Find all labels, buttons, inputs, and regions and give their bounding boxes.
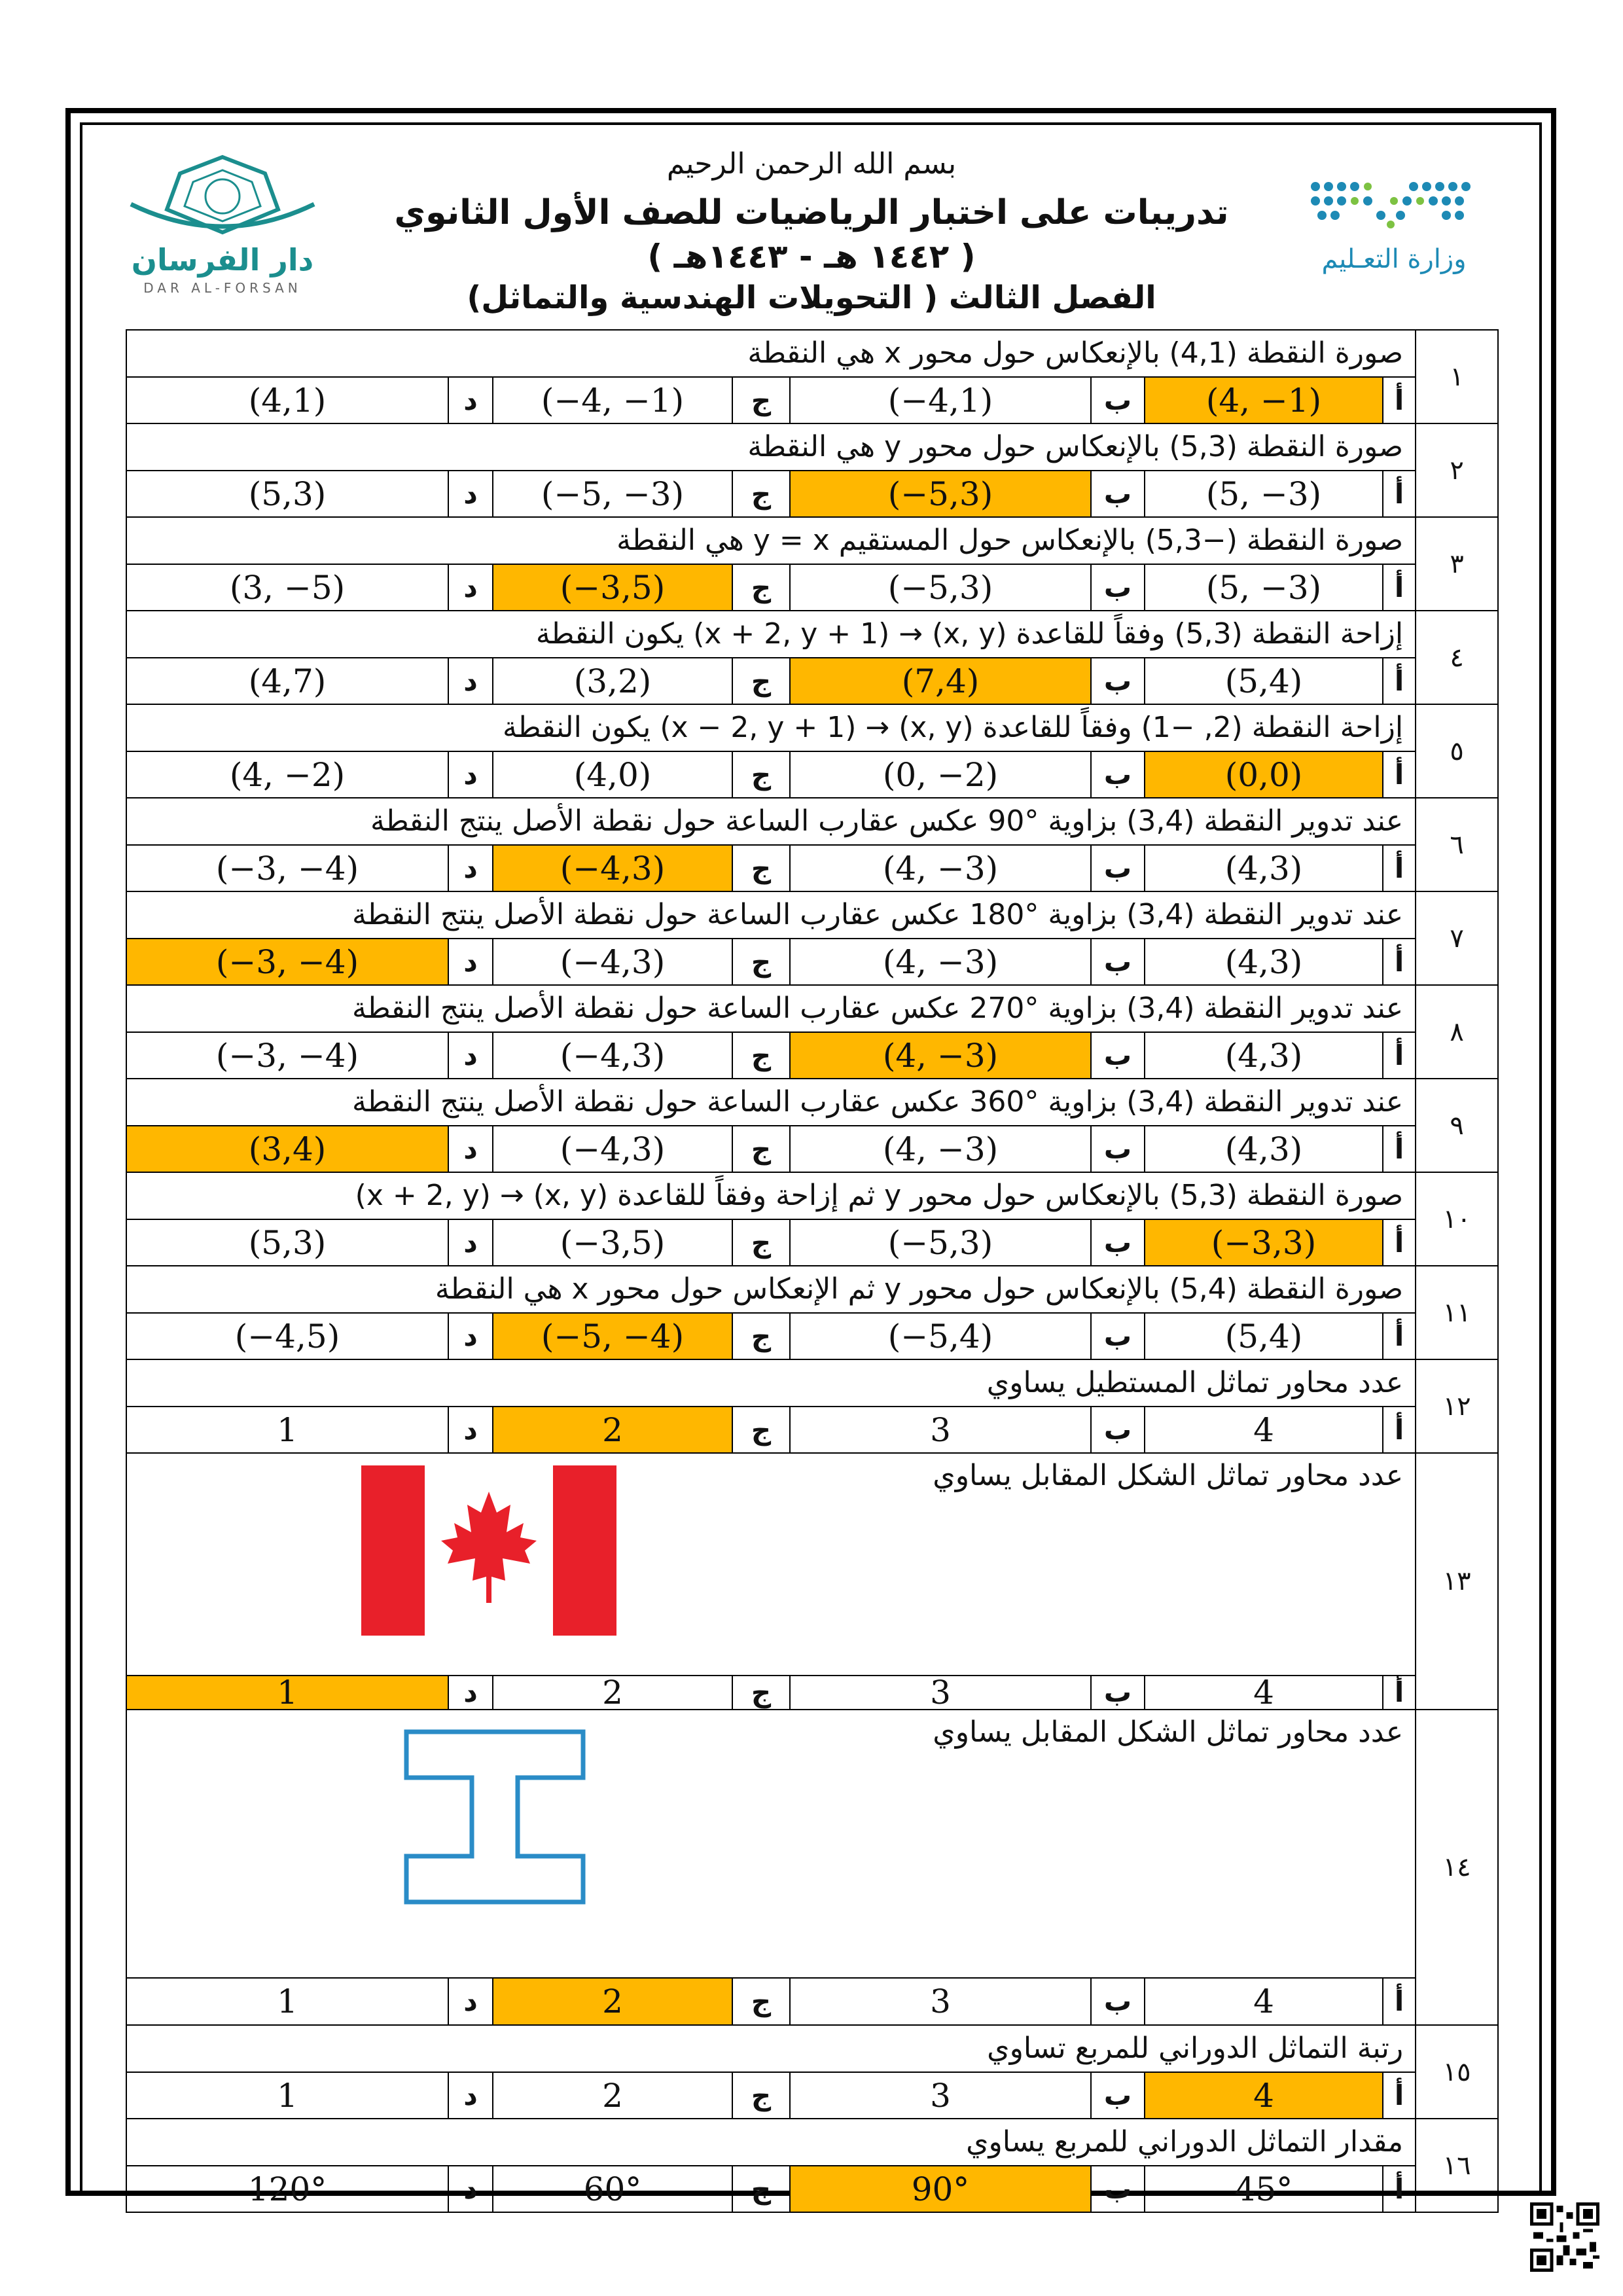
option-b-label: ب xyxy=(1091,471,1145,517)
question-number: ٩ xyxy=(1416,1079,1498,1172)
answer-row xyxy=(126,658,1498,704)
option-a-value[interactable]: (4, −1) xyxy=(1145,377,1383,423)
question-row xyxy=(126,798,1498,845)
option-c-value[interactable]: (−4,3) xyxy=(493,1126,732,1172)
question-number: ١٠ xyxy=(1416,1172,1498,1266)
option-c-value[interactable]: 60° xyxy=(493,2166,732,2212)
option-c-label: ج xyxy=(732,377,790,423)
option-c-label: ج xyxy=(732,751,790,798)
option-a-label: أ xyxy=(1383,377,1416,423)
answer-row xyxy=(126,2166,1498,2212)
question-text: عند تدوير النقطة (3,4) بزاوية °360 عكس عقارب الساعة حول نقطة الأصل ينتج النقطة xyxy=(126,1079,1416,1126)
option-c-label: ج xyxy=(732,1676,790,1710)
answer-row xyxy=(126,2072,1498,2119)
option-b-value[interactable]: (0, −2) xyxy=(790,751,1091,798)
option-d-label: د xyxy=(448,939,493,985)
question-text: صورة النقطة (5,3) بالإنعكاس حول محور y ثم إزاحة وفقاً للقاعدة (x, y) → (x + 2, y) xyxy=(126,1172,1416,1219)
option-a-value[interactable]: (5, −3) xyxy=(1145,564,1383,611)
option-b-value[interactable]: 3 xyxy=(790,1978,1091,2025)
option-c-label: ج xyxy=(732,2166,790,2212)
question-text: إزاحة النقطة (2, −1) وفقاً للقاعدة (x, y) → (x − 2, y + 1) يكون النقطة xyxy=(126,704,1416,751)
option-a-value[interactable]: 4 xyxy=(1145,1676,1383,1710)
question-text xyxy=(126,1710,1416,1978)
option-a-label: أ xyxy=(1383,658,1416,704)
question-row xyxy=(126,1359,1498,1407)
option-a-value[interactable]: (4,3) xyxy=(1145,939,1383,985)
option-d-value[interactable]: 120° xyxy=(126,2166,448,2212)
option-b-label: ب xyxy=(1091,1313,1145,1359)
answer-row xyxy=(126,751,1498,798)
answer-row xyxy=(126,1126,1498,1172)
option-d-label: د xyxy=(448,1032,493,1079)
option-a-value[interactable]: 4 xyxy=(1145,1407,1383,1453)
option-d-value[interactable]: 1 xyxy=(126,1407,448,1453)
option-b-label: ب xyxy=(1091,939,1145,985)
ministry-name: وزارة التعـليم xyxy=(1321,244,1467,274)
option-a-value[interactable]: 4 xyxy=(1145,2072,1383,2119)
option-d-value[interactable]: (3,4) xyxy=(126,1126,448,1172)
question-number: ٢ xyxy=(1416,423,1498,517)
option-a-value[interactable]: (−3,3) xyxy=(1145,1219,1383,1266)
question-text: صورة النقطة (4,1) بالإنعكاس حول محور x هي النقطة xyxy=(126,330,1416,377)
questions-table xyxy=(126,329,1499,2213)
option-b-value[interactable]: 3 xyxy=(790,1676,1091,1710)
option-a-label: أ xyxy=(1383,1978,1416,2025)
option-b-label: ب xyxy=(1091,1126,1145,1172)
answer-row xyxy=(126,1032,1498,1079)
option-b-label: ب xyxy=(1091,751,1145,798)
option-a-label: أ xyxy=(1383,471,1416,517)
option-d-label: د xyxy=(448,377,493,423)
option-c-value[interactable]: (−4,3) xyxy=(493,845,732,891)
question-text: صورة النقطة (−5,3) بالإنعكاس حول المستقيم y = x هي النقطة xyxy=(126,517,1416,564)
question-number: ١٢ xyxy=(1416,1359,1498,1453)
question-number: ١٤ xyxy=(1416,1710,1498,2025)
option-a-label: أ xyxy=(1383,1219,1416,1266)
option-a-value[interactable]: (4,3) xyxy=(1145,1032,1383,1079)
option-b-value[interactable]: (4, −3) xyxy=(790,939,1091,985)
question-number: ٦ xyxy=(1416,798,1498,891)
option-b-value[interactable]: 90° xyxy=(790,2166,1091,2212)
option-a-value[interactable]: (4,3) xyxy=(1145,845,1383,891)
option-b-value[interactable]: (4, −3) xyxy=(790,1032,1091,1079)
option-b-label: ب xyxy=(1091,1978,1145,2025)
question-text: عند تدوير النقطة (3,4) بزاوية °270 عكس عقارب الساعة حول نقطة الأصل ينتج النقطة xyxy=(126,985,1416,1032)
option-c-label: ج xyxy=(732,1407,790,1453)
question-text: مقدار التماثل الدوراني للمربع يساوي xyxy=(126,2119,1416,2166)
chapter-title: الفصل الثالث ( التحويلات الهندسية والتماثل) xyxy=(467,279,1156,316)
option-c-value[interactable]: (−5, −4) xyxy=(493,1313,732,1359)
option-d-label: د xyxy=(448,2072,493,2119)
option-a-label: أ xyxy=(1383,1126,1416,1172)
option-a-label: أ xyxy=(1383,1407,1416,1453)
option-c-label: ج xyxy=(732,845,790,891)
option-d-value[interactable]: (−3, −4) xyxy=(126,1032,448,1079)
academic-years: ( ١٤٤٢ هـ - ١٤٤٣هـ ) xyxy=(647,238,976,276)
option-c-label: ج xyxy=(732,1126,790,1172)
option-b-label: ب xyxy=(1091,2166,1145,2212)
question-row xyxy=(126,423,1498,471)
question-number: ٤ xyxy=(1416,611,1498,704)
option-d-value[interactable]: (−3, −4) xyxy=(126,845,448,891)
option-c-value[interactable]: (4,0) xyxy=(493,751,732,798)
option-d-value[interactable]: 1 xyxy=(126,2072,448,2119)
option-b-value[interactable]: (4, −3) xyxy=(790,1126,1091,1172)
option-c-value[interactable]: (3,2) xyxy=(493,658,732,704)
option-d-label: د xyxy=(448,2166,493,2212)
question-number: ١٥ xyxy=(1416,2025,1498,2119)
answer-row xyxy=(126,564,1498,611)
question-text: رتبة التماثل الدوراني للمربع تساوي xyxy=(126,2025,1416,2072)
question-row xyxy=(126,2025,1498,2072)
answer-row xyxy=(126,1219,1498,1266)
canada-flag-icon xyxy=(361,1465,616,1636)
question-text-label: عدد محاور تماثل الشكل المقابل يساوي xyxy=(933,1459,1404,1492)
option-d-value[interactable]: (4,1) xyxy=(126,377,448,423)
ministry-logo xyxy=(1296,167,1492,285)
question-text xyxy=(126,1453,1416,1676)
option-d-label: د xyxy=(448,564,493,611)
question-text: عند تدوير النقطة (3,4) بزاوية °90 عكس عقارب الساعة حول نقطة الأصل ينتج النقطة xyxy=(126,798,1416,845)
option-d-label: د xyxy=(448,471,493,517)
option-a-label: أ xyxy=(1383,751,1416,798)
option-b-label: ب xyxy=(1091,377,1145,423)
question-row xyxy=(126,985,1498,1032)
i-beam-shape-icon xyxy=(403,1729,593,1912)
header xyxy=(85,128,1538,324)
option-a-value[interactable]: 45° xyxy=(1145,2166,1383,2212)
question-number: ٣ xyxy=(1416,517,1498,611)
option-c-label: ج xyxy=(732,1219,790,1266)
option-b-value[interactable]: (−5,3) xyxy=(790,1219,1091,1266)
option-a-label: أ xyxy=(1383,2072,1416,2119)
option-d-value[interactable]: (3, −5) xyxy=(126,564,448,611)
option-a-label: أ xyxy=(1383,1032,1416,1079)
option-d-label: د xyxy=(448,658,493,704)
option-c-value[interactable]: (−4,3) xyxy=(493,1032,732,1079)
option-b-label: ب xyxy=(1091,1219,1145,1266)
option-d-value[interactable]: (−3, −4) xyxy=(126,939,448,985)
option-a-label: أ xyxy=(1383,1676,1416,1710)
question-text: صورة النقطة (5,4) بالإنعكاس حول محور y ثم الإنعكاس حول محور x هي النقطة xyxy=(126,1266,1416,1313)
option-d-value[interactable]: (5,3) xyxy=(126,1219,448,1266)
option-b-value[interactable]: (−5,4) xyxy=(790,1313,1091,1359)
question-number: ١٣ xyxy=(1416,1453,1498,1710)
option-a-label: أ xyxy=(1383,2166,1416,2212)
question-row xyxy=(126,2119,1498,2166)
question-number: ٧ xyxy=(1416,891,1498,985)
option-d-label: د xyxy=(448,751,493,798)
question-text: صورة النقطة (5,3) بالإنعكاس حول محور y هي النقطة xyxy=(126,423,1416,471)
question-row xyxy=(126,891,1498,939)
option-d-value[interactable]: (4,7) xyxy=(126,658,448,704)
option-c-label: ج xyxy=(732,1032,790,1079)
answer-row xyxy=(126,377,1498,423)
option-c-value[interactable]: 2 xyxy=(493,1407,732,1453)
question-row xyxy=(126,1266,1498,1313)
option-b-value[interactable]: (−4,1) xyxy=(790,377,1091,423)
option-b-label: ب xyxy=(1091,564,1145,611)
answer-row xyxy=(126,939,1498,985)
option-c-value[interactable]: (−4,3) xyxy=(493,939,732,985)
answer-row xyxy=(126,471,1498,517)
option-a-label: أ xyxy=(1383,564,1416,611)
option-c-value[interactable]: (−3,5) xyxy=(493,564,732,611)
option-b-value[interactable]: 3 xyxy=(790,1407,1091,1453)
option-c-label: ج xyxy=(732,471,790,517)
school-name: دار الفرسان xyxy=(131,242,314,278)
option-c-value[interactable]: 2 xyxy=(493,1978,732,2025)
question-row xyxy=(126,1453,1498,1676)
question-number: ٨ xyxy=(1416,985,1498,1079)
basmala: بسم الله الرحمن الرحيم xyxy=(666,147,957,181)
option-d-label: د xyxy=(448,1978,493,2025)
option-c-label: ج xyxy=(732,1313,790,1359)
option-b-label: ب xyxy=(1091,1032,1145,1079)
option-d-value[interactable]: 1 xyxy=(126,1676,448,1710)
option-d-label: د xyxy=(448,1313,493,1359)
question-row xyxy=(126,1710,1498,1978)
option-a-label: أ xyxy=(1383,845,1416,891)
question-row xyxy=(126,704,1498,751)
option-d-label: د xyxy=(448,845,493,891)
option-c-value[interactable]: (−3,5) xyxy=(493,1219,732,1266)
question-row xyxy=(126,1079,1498,1126)
option-b-label: ب xyxy=(1091,658,1145,704)
school-latin-name: DAR AL-FORSAN xyxy=(143,280,302,296)
question-number: ١١ xyxy=(1416,1266,1498,1359)
question-row xyxy=(126,611,1498,658)
question-text-label: عدد محاور تماثل الشكل المقابل يساوي xyxy=(933,1715,1404,1749)
option-d-value[interactable]: 1 xyxy=(126,1978,448,2025)
option-d-label: د xyxy=(448,1219,493,1266)
question-number: ١ xyxy=(1416,330,1498,423)
option-c-label: ج xyxy=(732,1978,790,2025)
option-b-value[interactable]: (7,4) xyxy=(790,658,1091,704)
option-a-value[interactable]: (4,3) xyxy=(1145,1126,1383,1172)
ministry-dots-icon xyxy=(1296,167,1492,239)
option-a-value[interactable]: (5, −3) xyxy=(1145,471,1383,517)
qr-code-icon xyxy=(1530,2202,1599,2272)
option-c-value[interactable]: (−4, −1) xyxy=(493,377,732,423)
option-b-value[interactable]: (−5,3) xyxy=(790,471,1091,517)
answer-row xyxy=(126,1978,1498,2025)
option-a-value[interactable]: (5,4) xyxy=(1145,1313,1383,1359)
option-a-value[interactable]: (0,0) xyxy=(1145,751,1383,798)
option-b-value[interactable]: (4, −3) xyxy=(790,845,1091,891)
question-text: عند تدوير النقطة (3,4) بزاوية °180 عكس عقارب الساعة حول نقطة الأصل ينتج النقطة xyxy=(126,891,1416,939)
answer-row xyxy=(126,845,1498,891)
option-b-label: ب xyxy=(1091,1676,1145,1710)
option-c-value[interactable]: (−5, −3) xyxy=(493,471,732,517)
option-d-value[interactable]: (4, −2) xyxy=(126,751,448,798)
option-d-label: د xyxy=(448,1676,493,1710)
question-row xyxy=(126,330,1498,377)
option-c-value[interactable]: 2 xyxy=(493,2072,732,2119)
option-c-label: ج xyxy=(732,658,790,704)
option-b-value[interactable]: (−5,3) xyxy=(790,564,1091,611)
option-c-label: ج xyxy=(732,564,790,611)
option-a-label: أ xyxy=(1383,939,1416,985)
option-b-label: ب xyxy=(1091,2072,1145,2119)
option-b-value[interactable]: 3 xyxy=(790,2072,1091,2119)
option-a-value[interactable]: 4 xyxy=(1145,1978,1383,2025)
option-b-label: ب xyxy=(1091,845,1145,891)
question-text: إزاحة النقطة (5,3) وفقاً للقاعدة (x, y) → (x + 2, y + 1) يكون النقطة xyxy=(126,611,1416,658)
option-c-label: ج xyxy=(732,939,790,985)
question-text: عدد محاور تماثل المستطيل يساوي xyxy=(126,1359,1416,1407)
option-c-value[interactable]: 2 xyxy=(493,1676,732,1710)
option-d-value[interactable]: (5,3) xyxy=(126,471,448,517)
option-d-label: د xyxy=(448,1126,493,1172)
option-c-label: ج xyxy=(732,2072,790,2119)
option-d-label: د xyxy=(448,1407,493,1453)
answer-row xyxy=(126,1407,1498,1453)
question-number: ٥ xyxy=(1416,704,1498,798)
option-b-label: ب xyxy=(1091,1407,1145,1453)
question-number: ١٦ xyxy=(1416,2119,1498,2212)
answer-row xyxy=(126,1313,1498,1359)
question-row xyxy=(126,517,1498,564)
answer-row xyxy=(126,1676,1498,1710)
question-row xyxy=(126,1172,1498,1219)
page-title: تدريبات على اختبار الرياضيات للصف الأول الثانوي xyxy=(394,193,1229,232)
option-a-label: أ xyxy=(1383,1313,1416,1359)
option-a-value[interactable]: (5,4) xyxy=(1145,658,1383,704)
option-d-value[interactable]: (−4,5) xyxy=(126,1313,448,1359)
